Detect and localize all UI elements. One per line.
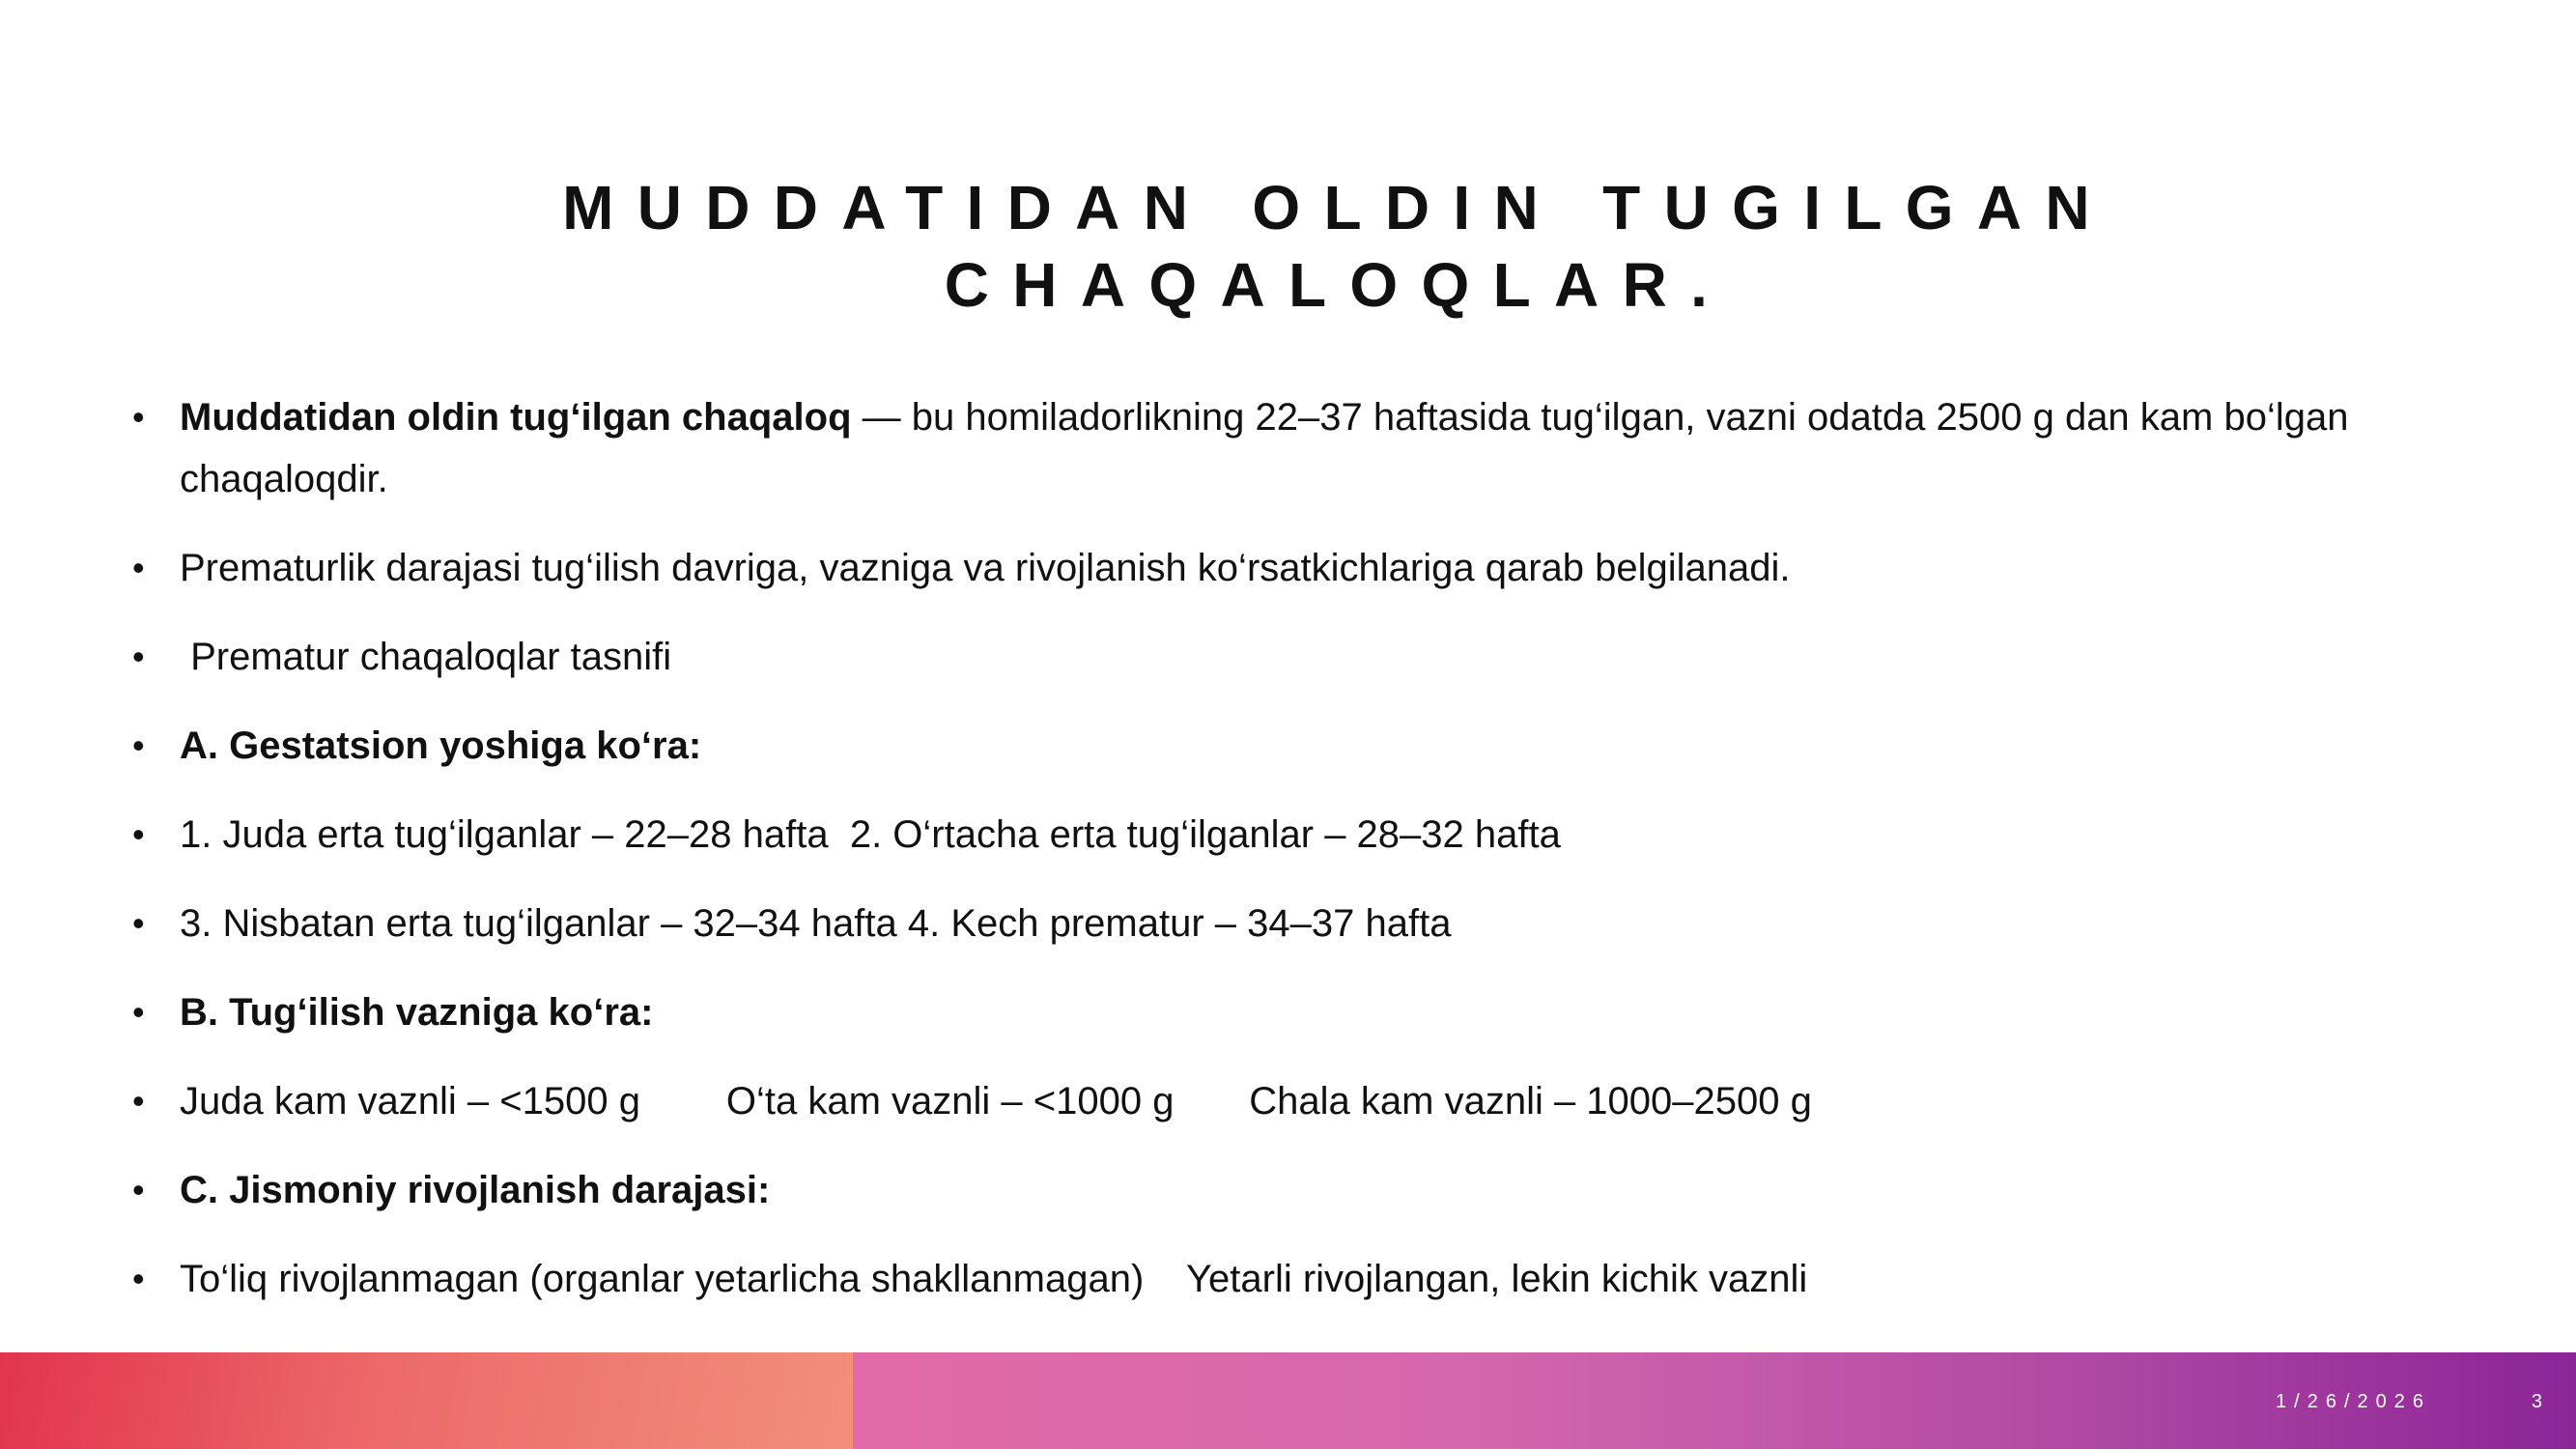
bullet-bold-text: A. Gestatsion yoshiga ko‘ra: (180, 724, 702, 767)
bullet-text: 1. Juda erta tug‘ilganlar – 22–28 hafta 2. O‘rtacha erta tug‘ilganlar – 28–32 hafta (180, 813, 1561, 856)
bullet-bold-text: C. Jismoniy rivojlanish darajasi: (180, 1169, 771, 1211)
bullet-bold-text: B. Tug‘ilish vazniga ko‘ra: (180, 991, 654, 1034)
bullet-item-development (128, 1248, 2379, 1310)
bullet-item-heading-b (128, 981, 2379, 1043)
bullet-item-heading-c (128, 1159, 2379, 1221)
bullet-item-heading-a (128, 715, 2379, 777)
footer-band (0, 1352, 2576, 1449)
bullet-item-classification (128, 626, 2379, 688)
bullet-text: — bu homiladorlikning 22–37 haftasida tug‘ilgan, vazni odatda 2500 g dan kam bo‘lgan chaqaloqdir. (180, 396, 2349, 500)
bullet-text: Juda kam vaznli – <1500 g O‘ta kam vaznli – <1000 g Chala kam vaznli – 1000–2500 g (180, 1080, 1812, 1122)
bullet-text: Prematurlik darajasi tug‘ilish davriga, vazniga va rivojlanish ko‘rsatkichlariga qarab belgilanadi. (180, 547, 1791, 589)
bullet-item-prematurity (128, 537, 2379, 599)
footer-band-left (0, 1352, 853, 1449)
bullet-item-definition (128, 386, 2379, 510)
slide-title-line-2: CHAQALOQLAR. (944, 250, 1732, 320)
slide-title (386, 169, 2289, 324)
bullet-item-weight (128, 1070, 2379, 1132)
footer-band-right (853, 1352, 2576, 1449)
bullet-text: 3. Nisbatan erta tug‘ilganlar – 32–34 hafta 4. Kech prematur – 34–37 hafta (180, 902, 1452, 945)
footer-date: 1/26/2026 (2276, 1391, 2431, 1412)
bullet-item-gestation-2 (128, 893, 2379, 954)
bullet-bold-text: Muddatidan oldin tug‘ilgan chaqaloq (180, 396, 852, 439)
bullet-text: Prematur chaqaloqlar tasnifi (180, 636, 672, 678)
footer-page-number: 3 (2531, 1391, 2542, 1412)
bullet-text: To‘liq rivojlanmagan (organlar yetarlicha shakllanmagan) Yetarli rivojlangan, lekin kichik vaznli (180, 1258, 1808, 1300)
bullet-item-gestation-1 (128, 804, 2379, 866)
bullet-list (128, 386, 2379, 1337)
slide-title-line-1: MUDDATIDAN OLDIN TUGILGAN (562, 173, 2113, 242)
